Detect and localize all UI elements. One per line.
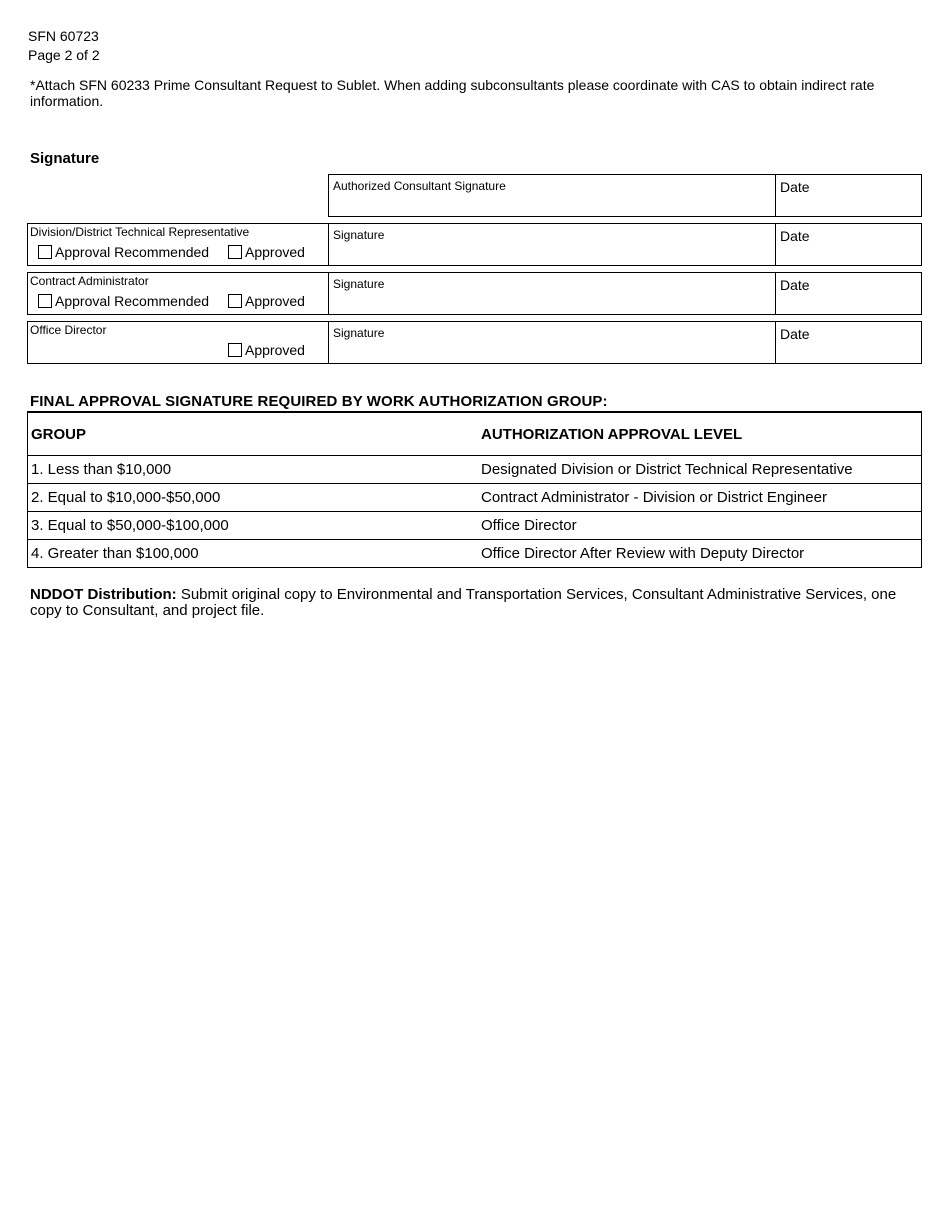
table-row — [28, 484, 922, 512]
distribution-note — [30, 587, 920, 619]
division-approval-recommended-label: Approval Recommended — [55, 244, 210, 260]
contract-admin-approved-label: Approved — [245, 293, 305, 309]
group-cell: 3. Equal to $50,000-$100,000 — [28, 512, 479, 540]
office-director-approved-option[interactable] — [228, 342, 305, 358]
consultant-date-label: Date — [780, 179, 810, 195]
division-approval-recommended-checkbox[interactable] — [38, 245, 52, 259]
division-district-role-label: Division/District Technical Representative — [30, 225, 250, 239]
attachment-note: *Attach SFN 60233 Prime Consultant Request to Sublet. When adding subconsultants please coordinate with CAS to obtain indirect rate information. — [30, 77, 875, 109]
office-director-approved-checkbox[interactable] — [228, 343, 242, 357]
group-cell: 1. Less than $10,000 — [28, 456, 479, 484]
contract-admin-approval-recommended-label: Approval Recommended — [55, 293, 210, 309]
form-number: SFN 60723 — [28, 28, 99, 44]
authorization-group-table — [27, 411, 922, 568]
approval-level-cell: Office Director After Review with Deputy Director — [478, 540, 922, 568]
division-approved-option[interactable] — [228, 244, 305, 260]
contract-admin-date-field[interactable] — [775, 272, 922, 315]
consultant-date-field[interactable] — [775, 174, 922, 217]
contract-admin-role-label: Contract Administrator — [30, 274, 149, 288]
division-date-label: Date — [780, 228, 810, 244]
office-director-signature-label: Signature — [333, 326, 385, 340]
contract-admin-date-label: Date — [780, 277, 810, 293]
office-director-role-label: Office Director — [30, 323, 107, 337]
division-approved-checkbox[interactable] — [228, 245, 242, 259]
office-director-date-field[interactable] — [775, 321, 922, 364]
distribution-text: Submit original copy to Environmental and Transportation Services, Consultant Administrative Services, one copy to Consultant, and project file. — [30, 586, 897, 619]
final-approval-heading: FINAL APPROVAL SIGNATURE REQUIRED BY WORK AUTHORIZATION GROUP: — [30, 393, 608, 410]
contract-admin-approval-recommended-checkbox[interactable] — [38, 294, 52, 308]
office-director-approved-label: Approved — [245, 342, 305, 358]
table-row — [28, 540, 922, 568]
table-row — [28, 456, 922, 484]
division-approval-recommended-option[interactable] — [38, 244, 209, 260]
division-signature-label: Signature — [333, 228, 385, 242]
consultant-signature-label: Authorized Consultant Signature — [333, 179, 506, 193]
office-director-signature-field[interactable] — [328, 321, 776, 364]
contract-admin-signature-label: Signature — [333, 277, 385, 291]
group-column-header: GROUP — [31, 425, 87, 443]
group-cell: 2. Equal to $10,000-$50,000 — [28, 484, 479, 512]
division-approved-label: Approved — [245, 244, 305, 260]
approval-level-cell: Office Director — [478, 512, 922, 540]
contract-admin-approved-option[interactable] — [228, 293, 305, 309]
approval-level-column-header: AUTHORIZATION APPROVAL LEVEL — [481, 425, 743, 443]
division-district-approval-box — [27, 223, 329, 266]
office-director-date-label: Date — [780, 326, 810, 342]
table-row — [28, 512, 922, 540]
group-cell: 4. Greater than $100,000 — [28, 540, 479, 568]
contract-admin-approval-box — [27, 272, 329, 315]
contract-admin-approved-checkbox[interactable] — [228, 294, 242, 308]
signature-heading: Signature — [30, 150, 100, 167]
approval-level-cell: Contract Administrator - Division or District Engineer — [478, 484, 922, 512]
contract-admin-approval-recommended-option[interactable] — [38, 293, 209, 309]
approval-level-cell: Designated Division or District Technical Representative — [478, 456, 922, 484]
consultant-signature-field[interactable] — [328, 174, 776, 217]
contract-admin-signature-field[interactable] — [328, 272, 776, 315]
division-date-field[interactable] — [775, 223, 922, 266]
table-header-row — [28, 412, 922, 456]
page-indicator: Page 2 of 2 — [28, 47, 100, 63]
distribution-label: NDDOT Distribution: — [30, 586, 177, 603]
division-signature-field[interactable] — [328, 223, 776, 266]
office-director-approval-box — [27, 321, 329, 364]
